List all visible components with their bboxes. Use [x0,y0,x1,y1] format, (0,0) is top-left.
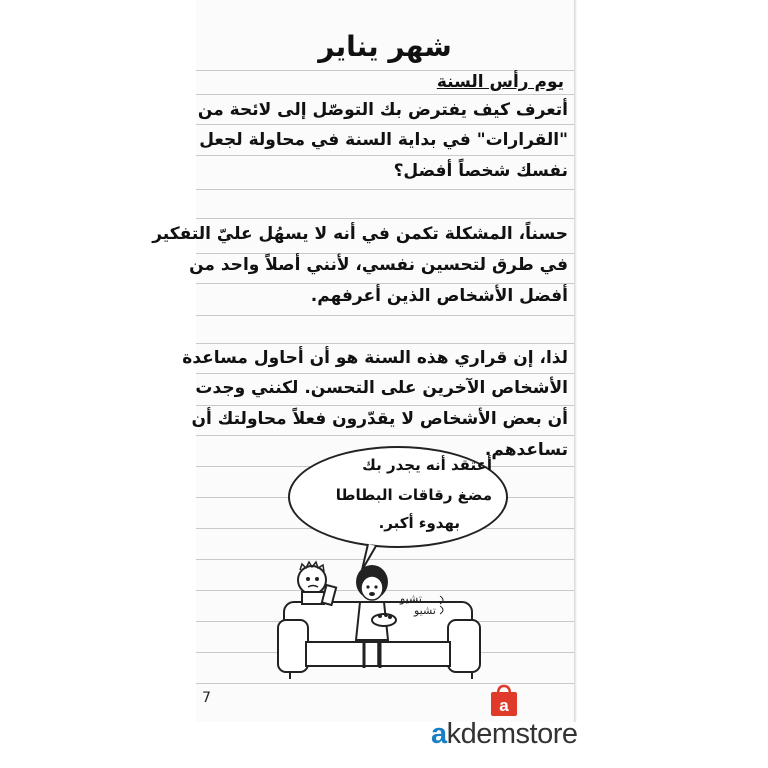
paragraph-line: أفضل الأشخاص الذين أعرفهم. [310,286,568,306]
ruled-line [196,253,574,254]
couch-illustration [276,530,496,680]
logo-first-letter: a [431,718,447,750]
ruled-line [196,373,574,374]
paragraph-line: لذا، إن قراري هذه السنة هو أن أحاول مساعدة [182,348,568,368]
shopping-bag-logo-icon [488,684,522,718]
ruled-line [196,155,574,156]
bubble-line: أعتقد أنه يجدر بك [362,456,492,474]
store-logo [431,718,578,751]
bubble-line: بهدوء أكبر. [378,514,460,532]
section-heading: يوم رأس السنة [436,72,564,92]
sound-effect-label: تشيو [400,592,422,605]
page-spine-shadow [574,0,577,722]
logo-rest: kdemstore [446,718,578,750]
sound-effect-label: تشيو [414,604,436,617]
ruled-line [196,283,574,284]
ruled-line [196,435,574,436]
logo-icon-letter: a [499,696,509,715]
page-number: 7 [202,690,211,706]
paragraph-line: أتعرف كيف يفترض بك التوصّل إلى لائحة من [197,100,568,120]
ruled-line [196,94,574,95]
paragraph-line: تساعدهم. [484,440,568,460]
ruled-line [196,218,574,219]
ruled-line [196,315,574,316]
page-title: شهر يناير [318,30,452,63]
ruled-line [196,343,574,344]
paragraph-line: نفسك شخصاً أفضل؟ [393,161,568,181]
paragraph-line: في طرق لتحسين نفسي، لأنني أصلاً واحد من [189,255,568,275]
ruled-line [196,70,574,71]
paragraph-line: حسناً، المشكلة تكمن في أنه لا يسهُل عليّ التفكير [152,224,568,244]
book-page [152,0,574,722]
paragraph-line: أن بعض الأشخاص لا يقدّرون فعلاً محاولتك أن [191,409,568,429]
ruled-line [196,405,574,406]
ruled-line [196,189,574,190]
ruled-line [196,124,574,125]
paragraph-line: الأشخاص الآخرين على التحسن. لكنني وجدت [195,378,568,398]
paragraph-line: "القرارات" في بداية السنة في محاولة لجعل [199,130,568,150]
bubble-line: مضغ رقاقات البطاطا [335,486,492,504]
